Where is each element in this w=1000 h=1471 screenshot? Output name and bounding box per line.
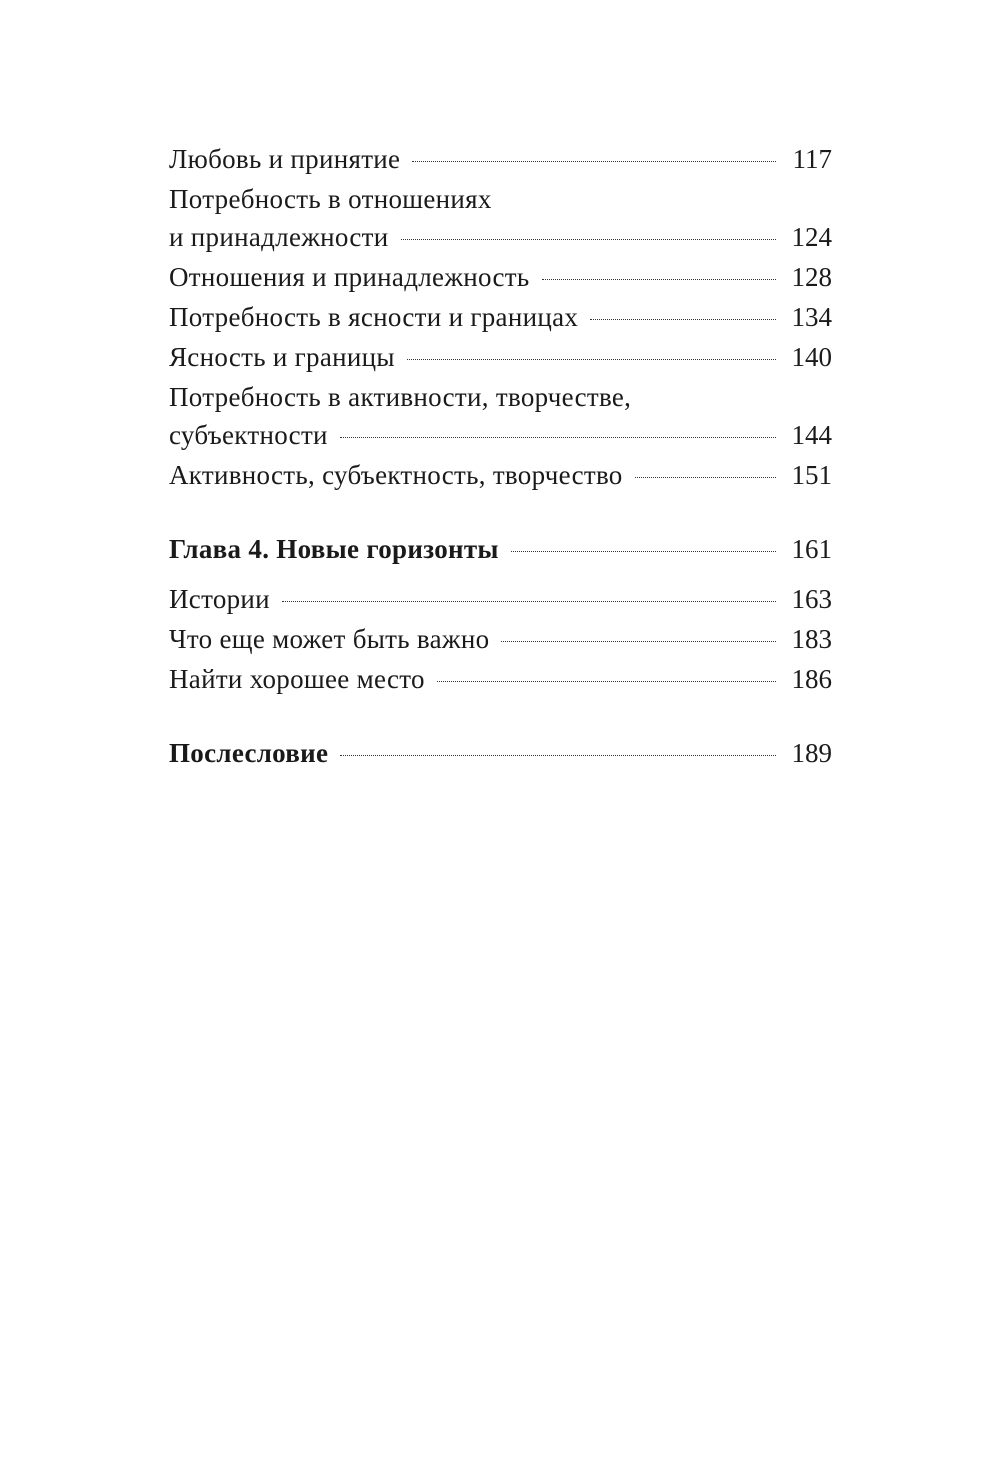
toc-entry-need-relationships[interactable] [169,180,832,256]
dot-leader [590,319,776,320]
toc-afterword[interactable] [169,734,832,772]
dot-leader [635,477,776,478]
toc-entry-need-activity[interactable] [169,378,832,454]
toc-entry-title: Ясность и границы [169,342,395,372]
toc-entry-relationships-belonging[interactable] [169,258,832,296]
toc-page-number: 163 [791,584,832,614]
table-of-contents [169,140,832,774]
dot-leader [501,641,776,642]
toc-page-number: 144 [791,420,832,450]
toc-page-number: 161 [791,534,832,564]
dot-leader [282,601,776,602]
toc-entry-clarity-boundaries[interactable] [169,338,832,376]
dot-leader [437,681,776,682]
toc-chapter-title: Глава 4. Новые горизонты [169,534,499,564]
toc-entry-title-line1: Потребность в активности, творчестве, [169,382,632,412]
toc-page-number: 128 [791,262,832,292]
toc-entry-title: Отношения и принадлежность [169,262,530,292]
dot-leader [401,239,776,240]
dot-leader [412,161,776,162]
dot-leader [340,437,776,438]
dot-leader [340,755,776,756]
toc-entry-love-acceptance[interactable] [169,140,832,178]
toc-entry-title: Истории [169,584,270,614]
toc-page-number: 140 [791,342,832,372]
dot-leader [407,359,776,360]
dot-leader [511,551,776,552]
toc-page-number: 151 [791,460,832,490]
toc-page-number: 183 [791,624,832,654]
toc-entry-title-line1: Потребность в отношениях [169,184,492,214]
toc-page-number: 117 [792,144,832,174]
toc-entry-title: Что еще может быть важно [169,624,490,654]
toc-entry-find-good-place[interactable] [169,660,832,698]
toc-page-number: 186 [791,664,832,694]
toc-entry-title: Активность, субъектность, творчество [169,460,623,490]
toc-entry-need-clarity-boundaries[interactable] [169,298,832,336]
toc-entry-what-else-important[interactable] [169,620,832,658]
toc-page-number: 134 [791,302,832,332]
toc-chapter-title: Послесловие [169,738,329,768]
toc-page-number: 189 [791,738,832,768]
toc-entry-stories[interactable] [169,580,832,618]
toc-entry-title-line2: и принадлежности [169,222,389,252]
toc-entry-title: Найти хорошее место [169,664,425,694]
toc-entry-title-line2: субъектности [169,420,328,450]
toc-entry-title: Любовь и принятие [169,144,401,174]
dot-leader [542,279,777,280]
toc-entry-title: Потребность в ясности и границах [169,302,579,332]
toc-entry-activity-creativity[interactable] [169,456,832,494]
toc-page-number: 124 [791,222,832,252]
toc-chapter-4[interactable] [169,530,832,568]
